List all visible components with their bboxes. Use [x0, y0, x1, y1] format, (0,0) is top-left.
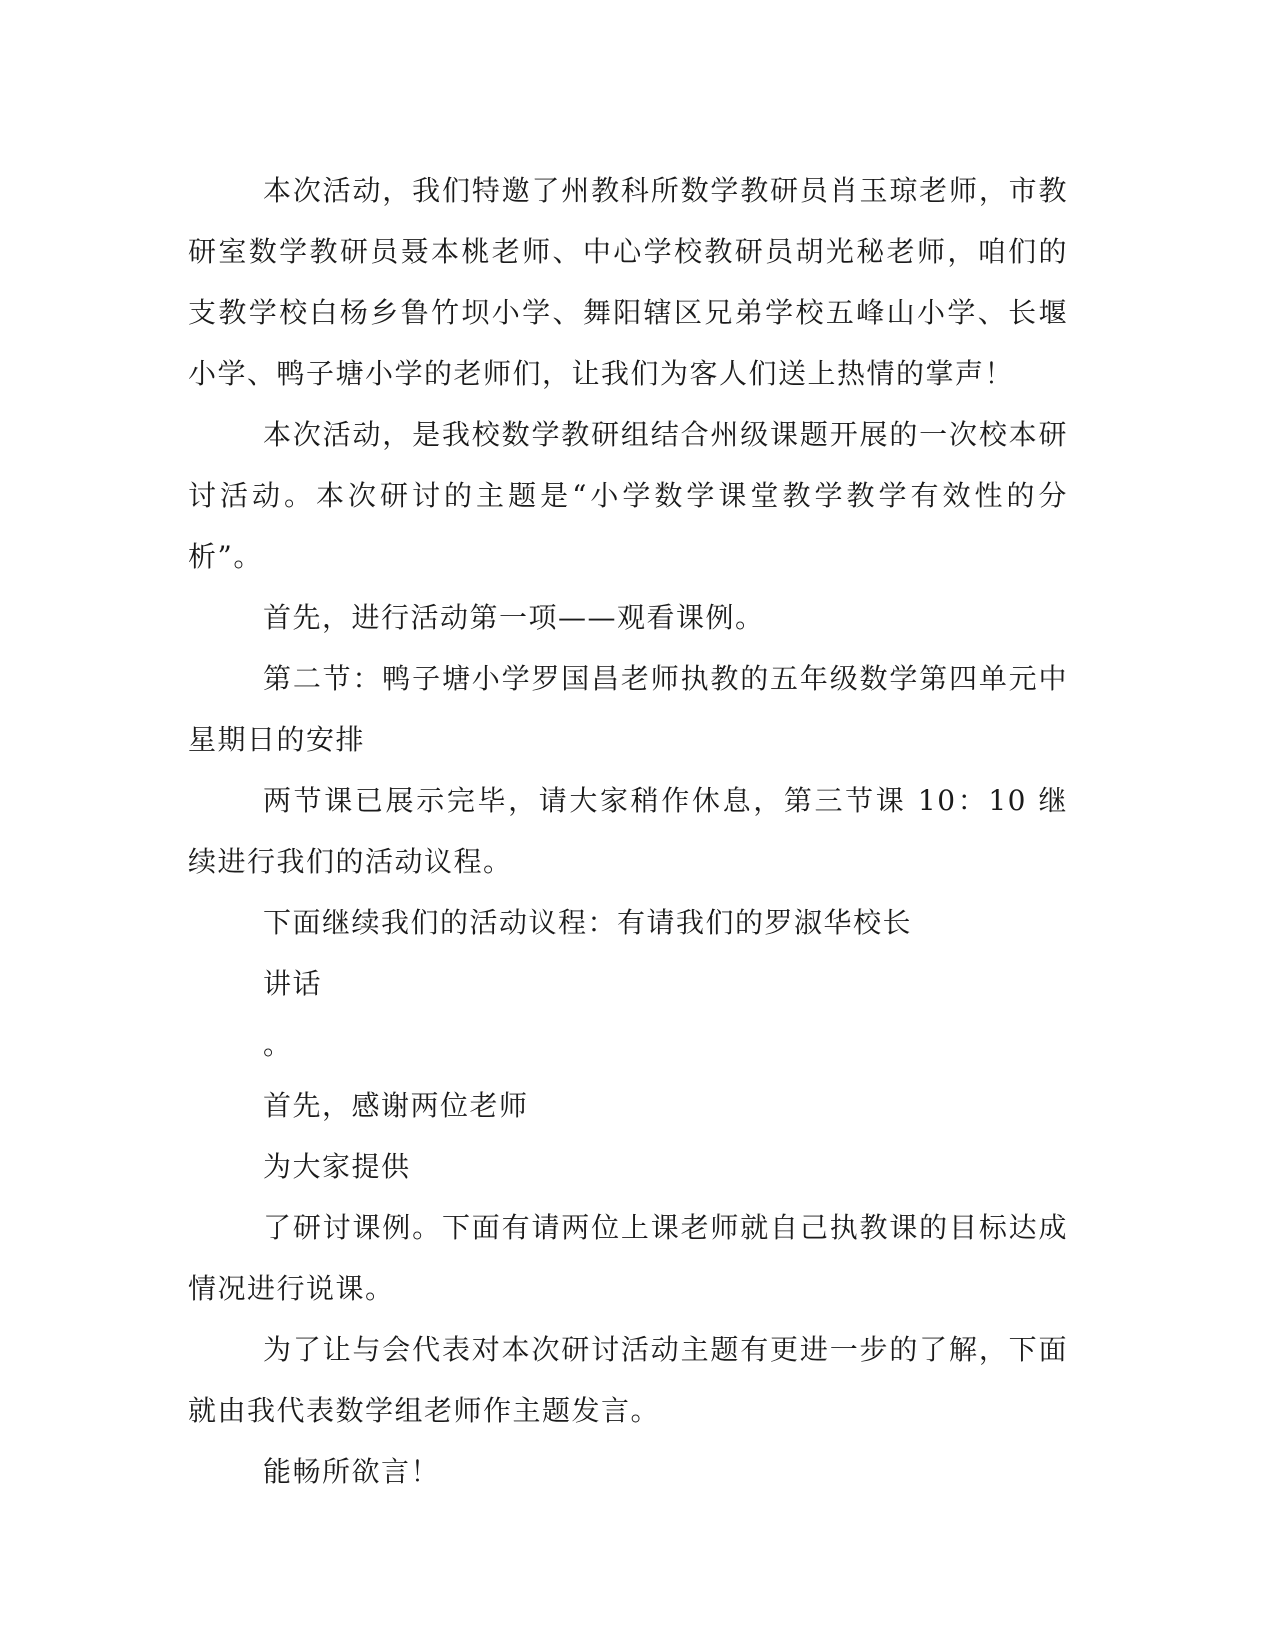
- paragraph-closing: 能畅所欲言！: [263, 1455, 441, 1488]
- paragraph-speech: 讲话: [263, 967, 323, 1000]
- paragraph-activity-theme: 本次活动，是我校数学教研组结合州级课题开展的一次校本研讨活动。本次研讨的主题是“小学数学课堂教学教学有效性的分析”。: [188, 418, 1068, 573]
- paragraph-break-notice: 两节课已展示完毕，请大家稍作休息，第三节课 10：10 继续进行我们的活动议程。: [188, 784, 1068, 878]
- paragraph-thanks: 首先，感谢两位老师: [263, 1089, 529, 1122]
- paragraph-provide: 为大家提供: [263, 1150, 411, 1183]
- paragraph-theme-speech: 为了让与会代表对本次研讨活动主题有更进一步的了解，下面就由我代表数学组老师作主题发言。: [188, 1333, 1068, 1427]
- document-body: [188, 160, 1068, 1502]
- paragraph-second-lesson: 第二节：鸭子塘小学罗国昌老师执教的五年级数学第四单元中星期日的安排: [188, 662, 1068, 756]
- paragraph-principal-invite: 下面继续我们的活动议程：有请我们的罗淑华校长: [263, 906, 913, 939]
- paragraph-first-item: 首先，进行活动第一项——观看课例。: [263, 601, 765, 634]
- paragraph-period: 。: [263, 1028, 293, 1061]
- paragraph-lesson-talk: 了研讨课例。下面有请两位上课老师就自己执教课的目标达成情况进行说课。: [188, 1211, 1068, 1305]
- paragraph-guests-welcome: 本次活动，我们特邀了州教科所数学教研员肖玉琼老师，市教研室数学教研员聂本桃老师、中心学校教研员胡光秘老师，咱们的支教学校白杨乡鲁竹坝小学、舞阳辖区兄弟学校五峰山小学、长堰小学、鸭子塘小学的老师们，让我们为客人们送上热情的掌声！: [188, 174, 1068, 390]
